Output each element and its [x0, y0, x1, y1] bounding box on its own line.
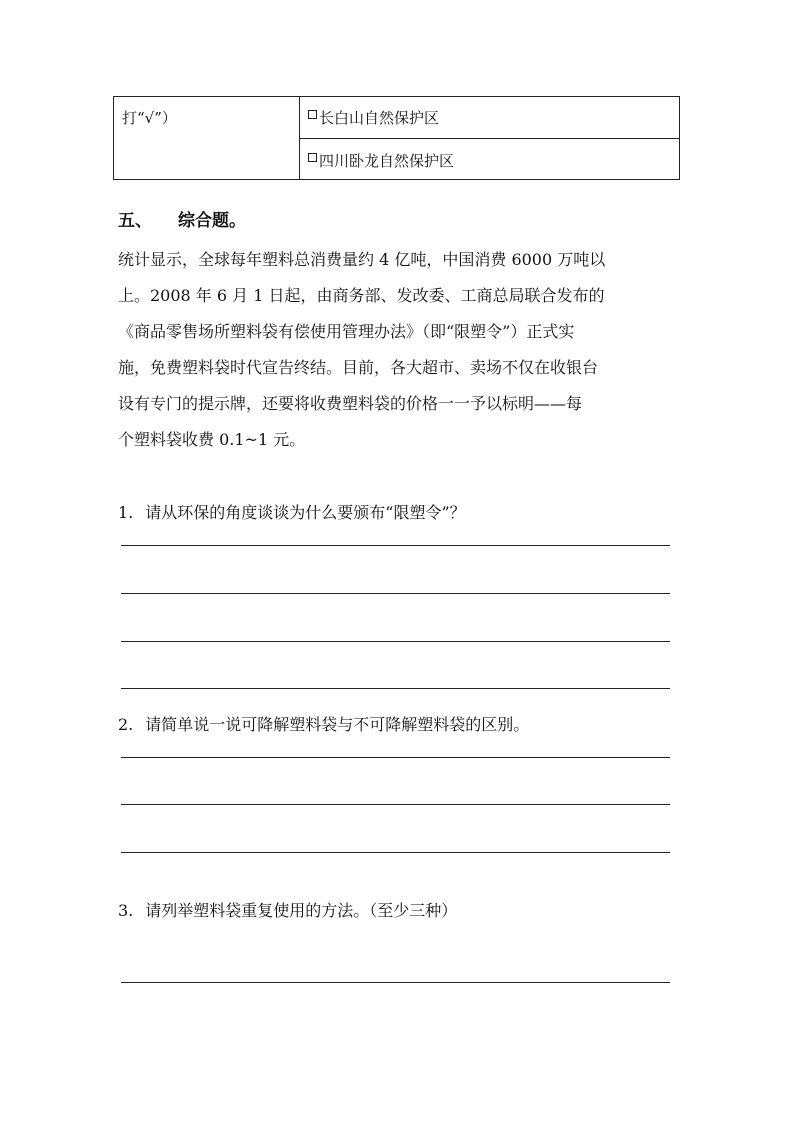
answer-line[interactable] — [121, 641, 670, 642]
question-3 — [118, 898, 457, 921]
passage-line: 《商品零售场所塑料袋有偿使用管理办法》（即“限塑令”）正式实 — [118, 322, 575, 341]
question-2 — [118, 712, 529, 735]
question-1 — [118, 500, 466, 523]
question-number: 3. — [118, 901, 134, 920]
options-table — [113, 96, 680, 180]
table-divider-horizontal — [299, 138, 679, 139]
answer-line[interactable] — [121, 804, 670, 805]
question-text: 请列举塑料袋重复使用的方法。（至少三种） — [145, 901, 458, 920]
passage-line: 统计显示，全球每年塑料总消费量约 4 亿吨，中国消费 6000 万吨以 — [118, 250, 606, 269]
checkbox-icon[interactable] — [308, 153, 317, 162]
checkbox-icon[interactable] — [308, 110, 317, 119]
passage-line: 施，免费塑料袋时代宣告终结。目前，各大超市、卖场不仅在收银台 — [118, 358, 599, 377]
table-instruction-cell: 打“√”） — [122, 109, 177, 127]
option-label: 四川卧龙自然保护区 — [319, 152, 455, 170]
answer-line[interactable] — [121, 593, 670, 594]
question-text: 请简单说一说可降解塑料袋与不可降解塑料袋的区别。 — [145, 715, 530, 734]
answer-line[interactable] — [121, 688, 670, 689]
passage — [118, 242, 678, 458]
question-number: 1. — [118, 503, 134, 522]
option-wolong[interactable] — [308, 150, 454, 171]
question-number: 2. — [118, 715, 134, 734]
answer-line[interactable] — [121, 982, 670, 983]
section-title: 综合题。 — [178, 211, 246, 231]
question-text: 请从环保的角度谈谈为什么要颁布“限塑令”？ — [145, 503, 466, 522]
answer-line[interactable] — [121, 757, 670, 758]
section-heading — [118, 206, 246, 231]
option-label: 长白山自然保护区 — [319, 109, 440, 127]
passage-line: 上。2008 年 6 月 1 日起，由商务部、发改委、工商总局联合发布的 — [118, 286, 605, 305]
answer-line[interactable] — [121, 545, 670, 546]
passage-line: 个塑料袋收费 0.1~1 元。 — [118, 430, 306, 449]
answer-line[interactable] — [121, 852, 670, 853]
option-changbaishan[interactable] — [308, 107, 439, 128]
passage-line: 设有专门的提示牌，还要将收费塑料袋的价格一一予以标明——每 — [118, 394, 583, 413]
section-number: 五、 — [118, 211, 152, 231]
